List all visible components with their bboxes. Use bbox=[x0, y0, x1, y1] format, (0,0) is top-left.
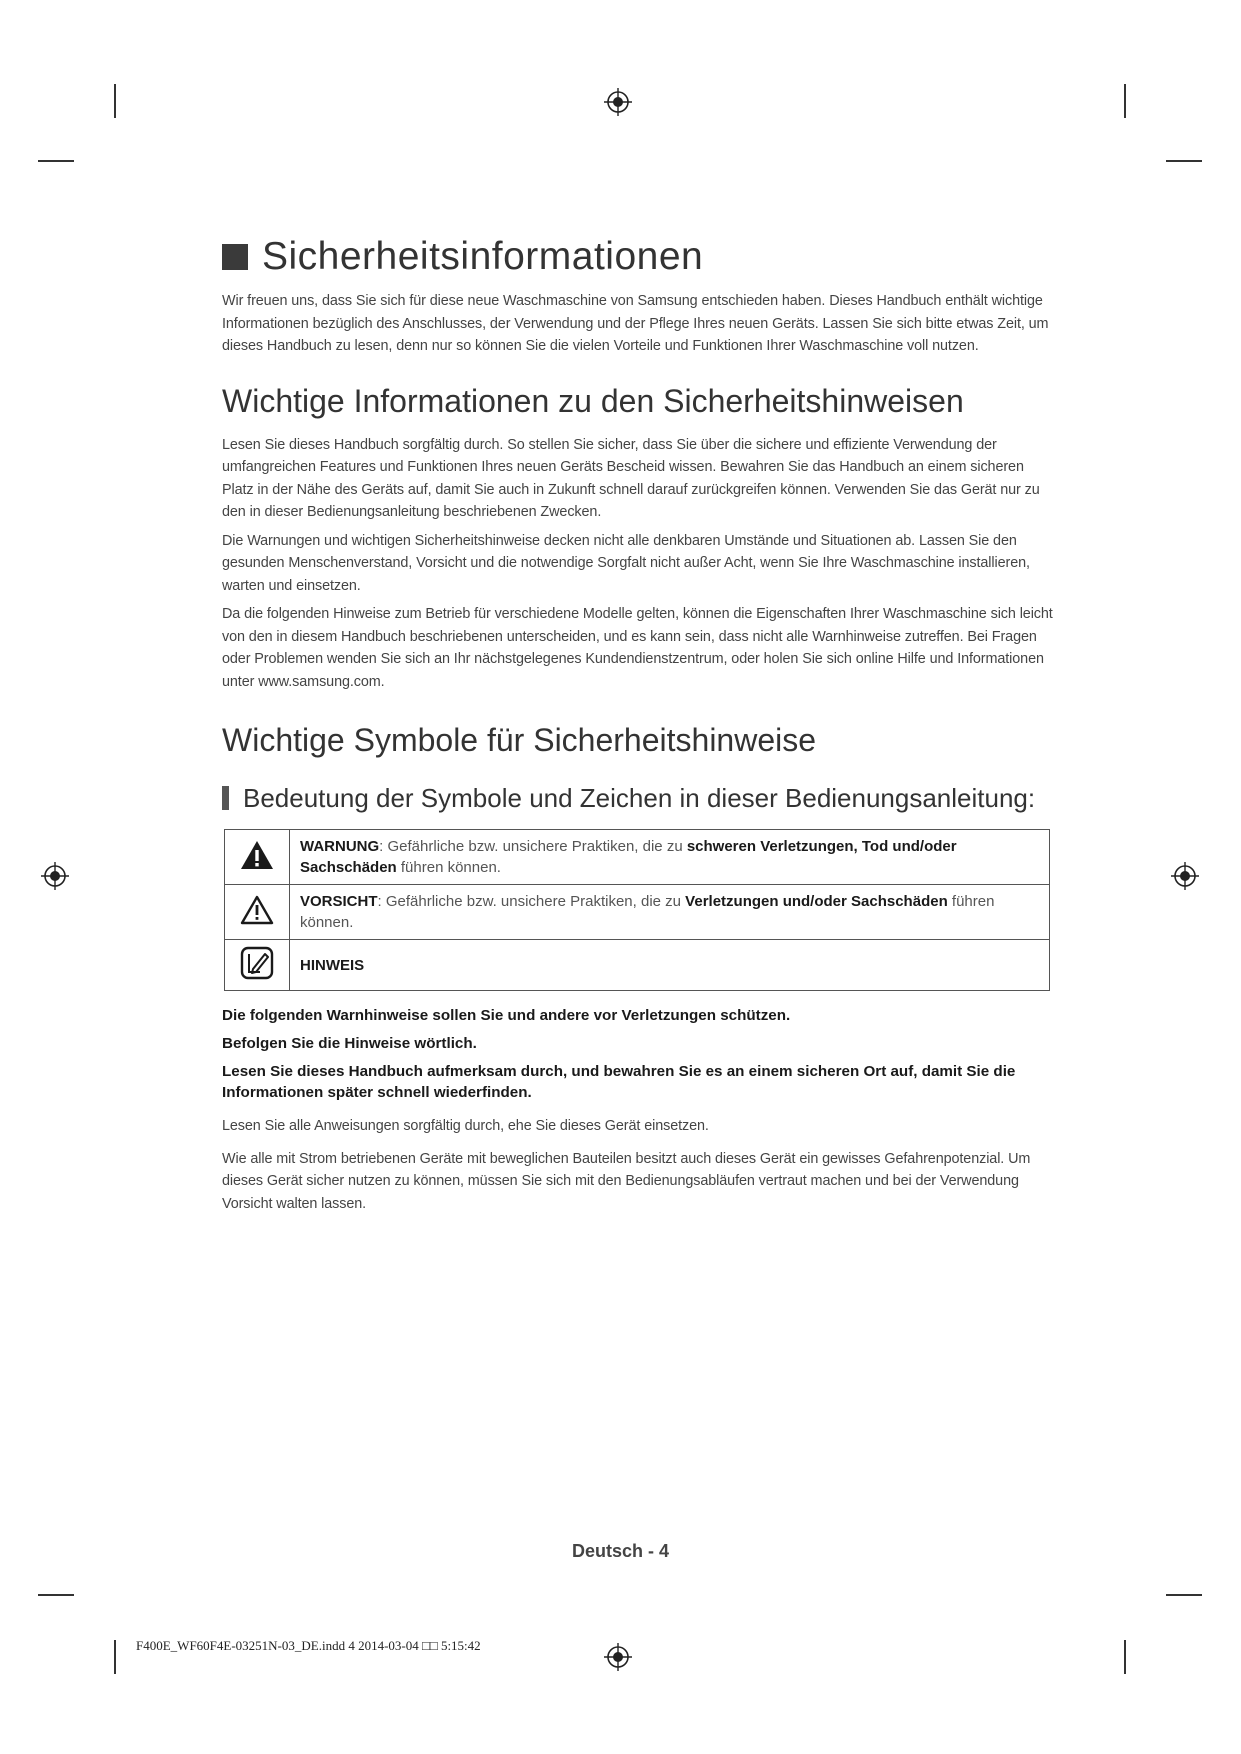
symbol-table bbox=[224, 829, 1050, 991]
subsection-heading bbox=[222, 781, 1054, 815]
paragraph: Wie alle mit Strom betriebenen Geräte mit beweglichen Bauteilen besitzt auch dieses Gerät ein gewisses Gefahrenpotenzial. Um dieses Gerät sicher nutzen zu können, müssen Sie sich mit den Bedienungsabläufen vertraut machen und bei der Verwendung Vorsicht walten lassen. bbox=[222, 1150, 1031, 1212]
paragraph: Da die folgenden Hinweise zum Betrieb für verschiedene Modelle gelten, können die Eigenschaften Ihrer Waschmaschine sich leicht von den in diesem Handbuch beschriebenen unterscheiden, und es kann sein, dass nicht alle Warnhinweise zutreffen. Bei Fragen oder Problemen wenden Sie sich an Ihr nächstgelegenes Kundendienstzentrum, oder holen Sie sich online Hilfe und Informationen unter www.samsung.com. bbox=[222, 606, 1053, 690]
bold-notice: Befolgen Sie die Hinweise wörtlich. bbox=[222, 1035, 477, 1052]
crop-mark bbox=[38, 1594, 74, 1596]
paragraph: Die Warnungen und wichtigen Sicherheitshinweise decken nicht alle denkbaren Umstände und Situationen ab. Lassen Sie den gesunden Menschenverstand, Vorsicht und die notwendige Sorgfalt nicht außer Acht, wenn Sie Ihre Waschmaschine installieren, warten und einsetzen. bbox=[222, 532, 1030, 594]
crop-mark bbox=[114, 84, 116, 118]
paragraph: Lesen Sie dieses Handbuch sorgfältig durch. So stellen Sie sicher, dass Sie über die sichere und effiziente Verwendung der umfangreichen Features und Funktionen Ihres neuen Geräts Bescheid wissen. Bewahren Sie das Handbuch an einem sicheren Platz in der Nähe des Geräts auf, damit Sie auch in Zukunft schnell darauf zurückgreifen können. Verwenden Sie das Gerät nur zu den in dieser Bedienungsanleitung beschriebenen Zwecken. bbox=[222, 436, 1040, 520]
bold-notice: Lesen Sie dieses Handbuch aufmerksam durch, und bewahren Sie es an einem sicheren Ort auf, damit Sie die Informationen später schnell wiederfinden. bbox=[222, 1063, 1016, 1101]
symbol-bold-text: Verletzungen und/oder Sachschäden bbox=[685, 893, 948, 910]
table-row bbox=[225, 830, 1050, 885]
symbol-text: führen können. bbox=[396, 859, 501, 876]
registration-mark-icon bbox=[603, 1642, 633, 1672]
section-heading: Wichtige Symbole für Sicherheitshinweise bbox=[222, 722, 817, 758]
heading-bar-icon bbox=[222, 786, 229, 810]
warning-filled-icon bbox=[240, 840, 274, 870]
symbol-text: führen können. bbox=[300, 893, 995, 931]
symbol-text: : Gefährliche bzw. unsichere Praktiken, die zu bbox=[377, 893, 686, 910]
page-title bbox=[222, 232, 1054, 282]
intro-paragraph: Wir freuen uns, dass Sie sich für diese neue Waschmaschine von Samsung entschieden haben. Dieses Handbuch enthält wichtige Informationen bezüglich des Anschlusses, der Verwendung und der Pflege Ihres neuen Geräts. Lassen Sie sich bitte etwas Zeit, um dieses Handbuch zu lesen, denn nur so können Sie die vielen Vorteile und Funktionen Ihrer Waschmaschine voll nutzen. bbox=[222, 293, 1049, 354]
table-cell-icon bbox=[225, 830, 290, 885]
note-pencil-icon bbox=[240, 946, 274, 980]
table-row bbox=[225, 940, 1050, 991]
crop-mark bbox=[1124, 1640, 1126, 1674]
table-row bbox=[225, 885, 1050, 940]
symbol-text: : Gefährliche bzw. unsichere Praktiken, die zu bbox=[379, 838, 687, 855]
table-cell-icon bbox=[225, 940, 290, 991]
registration-mark-icon bbox=[40, 861, 70, 891]
table-cell-text bbox=[290, 940, 1050, 991]
table-cell-icon bbox=[225, 885, 290, 940]
registration-mark-icon bbox=[603, 87, 633, 117]
page-title-text: Sicherheitsinformationen bbox=[262, 235, 704, 278]
page-content bbox=[222, 232, 1054, 1221]
page-number: Deutsch - 4 bbox=[571, 1541, 670, 1561]
symbol-label: VORSICHT bbox=[300, 893, 378, 910]
file-info: F400E_WF60F4E-03251N-03_DE.indd 4 2014-03-04 □□ 5:15:42 bbox=[136, 1638, 481, 1653]
caution-outline-icon bbox=[240, 895, 274, 925]
paragraph: Lesen Sie alle Anweisungen sorgfältig durch, ehe Sie dieses Gerät einsetzen. bbox=[222, 1118, 709, 1134]
symbol-bold-text: schweren Verletzungen, Tod und/oder Sachschäden bbox=[300, 838, 957, 876]
section-heading: Wichtige Informationen zu den Sicherheitshinweisen bbox=[222, 382, 964, 419]
symbol-label: HINWEIS bbox=[300, 956, 365, 974]
crop-mark bbox=[1166, 1594, 1202, 1596]
table-cell-text bbox=[290, 885, 1050, 940]
crop-mark bbox=[1166, 160, 1202, 162]
crop-mark bbox=[114, 1640, 116, 1674]
table-cell-text bbox=[290, 830, 1050, 885]
title-square-icon bbox=[222, 244, 248, 270]
subsection-heading-text: Bedeutung der Symbole und Zeichen in dieser Bedienungsanleitung: bbox=[243, 783, 1036, 813]
registration-mark-icon bbox=[1170, 861, 1200, 891]
crop-mark bbox=[38, 160, 74, 162]
symbol-label: WARNUNG bbox=[300, 838, 380, 855]
bold-notice: Die folgenden Warnhinweise sollen Sie und andere vor Verletzungen schützen. bbox=[222, 1007, 791, 1024]
crop-mark bbox=[1124, 84, 1126, 118]
